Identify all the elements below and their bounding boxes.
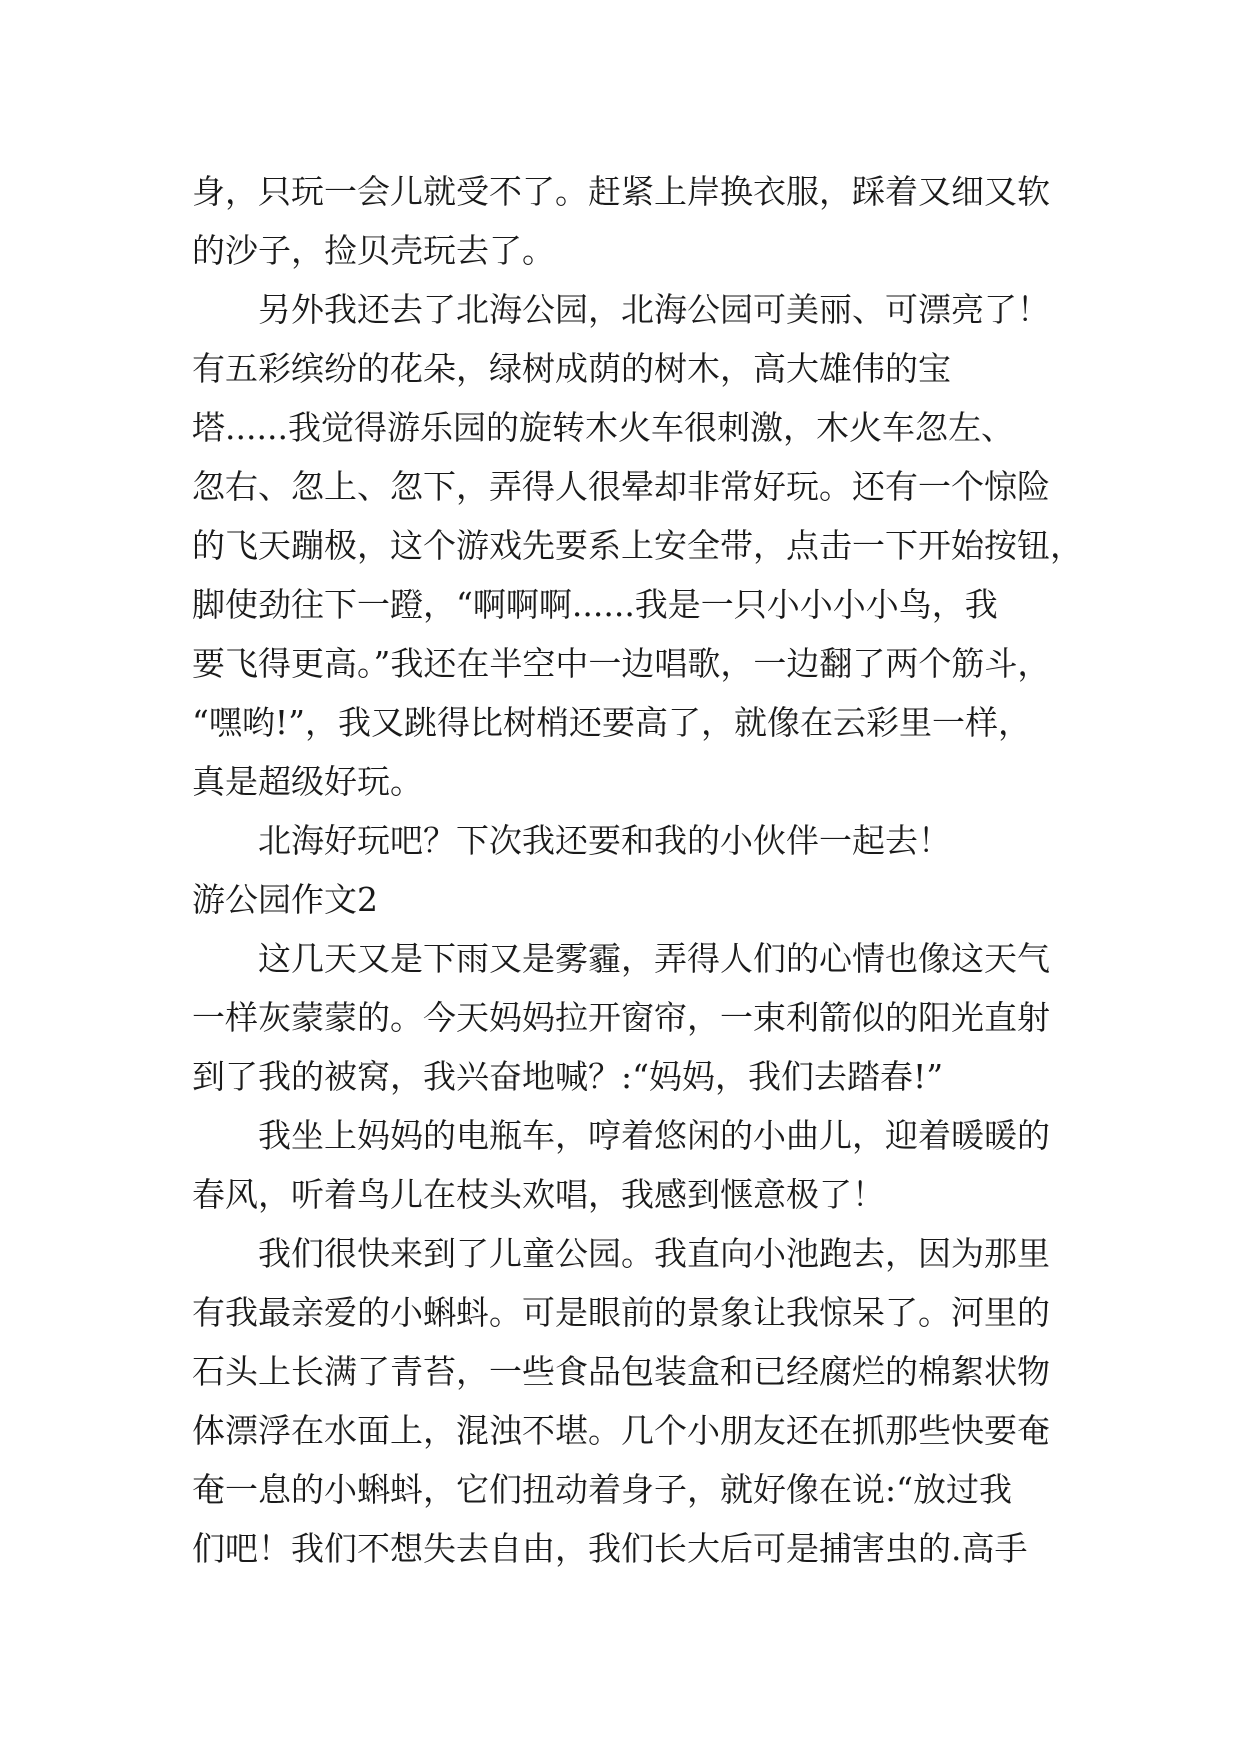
text-line: 这几天又是下雨又是雾霾，弄得人们的心情也像这天气 [192, 939, 1050, 978]
text-line: 的飞天蹦极，这个游戏先要系上安全带，点击一下开始按钮， [192, 526, 1083, 565]
text-line: 春风，听着鸟儿在枝头欢唱，我感到惬意极了！ [192, 1175, 885, 1214]
text-line: 要飞得更高。”我还在半空中一边唱歌，一边翻了两个筋斗， [192, 644, 1051, 683]
text-line: 们吧！我们不想失去自由，我们长大后可是捕害虫的.高手 [192, 1529, 1028, 1568]
text-line: 真是超级好玩。 [192, 762, 423, 801]
text-line: 的沙子，捡贝壳玩去了。 [192, 231, 555, 270]
text-line: 脚使劲往下一蹬，“啊啊啊......我是一只小小小小鸟，我 [192, 585, 998, 624]
section-title: 游公园作文2 [192, 880, 378, 919]
text-line: 塔......我觉得游乐园的旋转木火车很刺激，木火车忽左、 [192, 408, 1014, 447]
text-line: 有五彩缤纷的花朵，绿树成荫的树木，高大雄伟的宝 [192, 349, 951, 388]
text-line: 石头上长满了青苔，一些食品包装盒和已经腐烂的棉絮状物 [192, 1352, 1050, 1391]
text-line: 我坐上妈妈的电瓶车，哼着悠闲的小曲儿，迎着暖暖的 [192, 1116, 1050, 1155]
text-line: 我们很快来到了儿童公园。我直向小池跑去，因为那里 [192, 1234, 1050, 1273]
text-line: 忽右、忽上、忽下，弄得人很晕却非常好玩。还有一个惊险 [192, 467, 1050, 506]
text-line: 奄一息的小蝌蚪，它们扭动着身子，就好像在说:“放过我 [192, 1470, 1012, 1509]
text-line: 有我最亲爱的小蝌蚪。可是眼前的景象让我惊呆了。河里的 [192, 1293, 1050, 1332]
text-line: “嘿哟!”，我又跳得比树梢还要高了，就像在云彩里一样， [192, 703, 1032, 742]
text-line: 身，只玩一会儿就受不了。赶紧上岸换衣服，踩着又细又软 [192, 172, 1050, 211]
text-line: 体漂浮在水面上，混浊不堪。几个小朋友还在抓那些快要奄 [192, 1411, 1050, 1450]
text-line: 北海好玩吧？下次我还要和我的小伙伴一起去！ [192, 821, 951, 860]
body-text [192, 162, 1092, 1578]
text-line: 另外我还去了北海公园，北海公园可美丽、可漂亮了！ [192, 290, 1050, 329]
text-line: 到了我的被窝，我兴奋地喊？:“妈妈，我们去踏春!” [192, 1057, 944, 1096]
text-line: 一样灰蒙蒙的。今天妈妈拉开窗帘，一束利箭似的阳光直射 [192, 998, 1050, 1037]
